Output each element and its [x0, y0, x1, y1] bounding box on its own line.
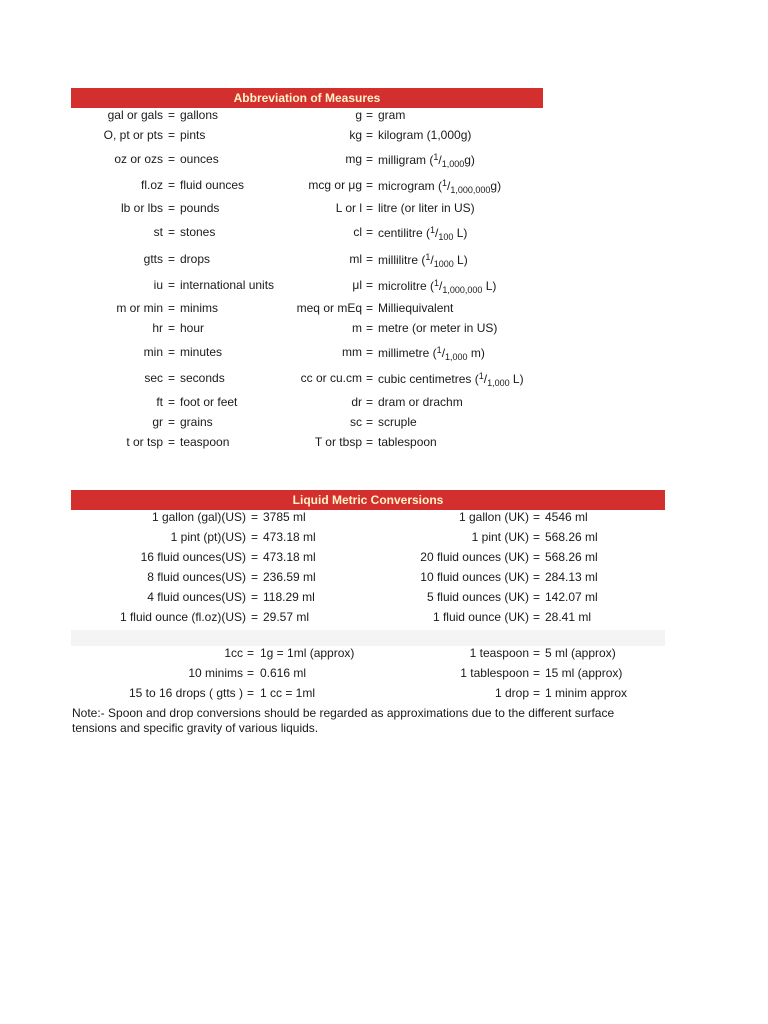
approx-left-equals: = — [247, 686, 255, 700]
approx-right-value: 15 ml (approx) — [545, 666, 623, 680]
approx-right-value: 5 ml (approx) — [545, 646, 616, 660]
abbr-left-equals: = — [168, 321, 176, 335]
abbr-left-key: t or tsp — [126, 435, 163, 449]
abbr-right-value: cubic centimetres ($^1/_{1,000}$ L) — [378, 371, 524, 388]
us-measure: 1 gallon (gal)(US) — [151, 510, 246, 524]
approx-right-key: 1 teaspoon — [469, 646, 529, 660]
abbr-left-value: ounces — [180, 152, 219, 166]
abbr-left-equals: = — [168, 128, 176, 142]
abbr-right-equals: = — [366, 128, 374, 142]
abbr-left-key: sec — [144, 371, 163, 385]
abbr-right-value: kilogram (1,000g) — [378, 128, 472, 142]
fraction-denominator: 1,000 — [487, 378, 510, 388]
approx-left-equals: = — [247, 646, 255, 660]
abbr-left-key: fl.oz — [140, 178, 163, 192]
us-equals: = — [251, 510, 259, 524]
us-equals: = — [251, 550, 259, 564]
abbr-left-equals: = — [168, 108, 176, 122]
us-equals: = — [251, 590, 259, 604]
fraction-denominator: 1,000 — [445, 352, 468, 362]
uk-value: 284.13 ml — [545, 570, 598, 584]
us-measure: 1 pint (pt)(US) — [170, 530, 246, 544]
abbr-left-value: hour — [180, 321, 205, 335]
abbr-left-value: foot or feet — [180, 395, 238, 409]
abbr-left-key: gtts — [143, 252, 163, 266]
abbr-left-equals: = — [168, 201, 176, 215]
abbr-left-equals: = — [168, 435, 176, 449]
approx-left-value: 1g = 1ml (approx) — [260, 646, 355, 660]
fraction-numerator: 1 — [425, 252, 431, 262]
abbr-left-key: min — [143, 345, 163, 359]
uk-measure: 1 fluid ounce (UK) — [432, 610, 529, 624]
abbr-left-value: grains — [180, 415, 213, 429]
fraction-denominator: 1,000,000 — [442, 285, 483, 295]
fraction-denominator: 1000 — [433, 259, 454, 269]
abbr-right-value: centilitre ($^1/_{100}$ L) — [378, 225, 468, 242]
abbr-left-key: m or min — [116, 301, 163, 315]
abbr-right-equals: = — [366, 321, 374, 335]
abbr-left-equals: = — [168, 415, 176, 429]
approx-right-key: 1 drop — [494, 686, 529, 700]
uk-measure: 20 fluid ounces (UK) — [420, 550, 529, 564]
abbr-left-value: minims — [180, 301, 218, 315]
fraction-numerator: 1 — [433, 152, 439, 162]
abbr-left-equals: = — [168, 395, 176, 409]
approx-right-equals: = — [533, 646, 541, 660]
fraction-numerator: 1 — [436, 345, 442, 355]
abbr-right-key: mm — [342, 345, 362, 359]
us-equals: = — [251, 530, 259, 544]
approx-right-equals: = — [533, 666, 541, 680]
abbr-left-equals: = — [168, 345, 176, 359]
abbr-left-value: pounds — [180, 201, 220, 215]
abbr-left-equals: = — [168, 371, 176, 385]
approx-left-key: 15 to 16 drops ( gtts ) — [128, 686, 243, 700]
abbr-right-key: cc or cu.cm — [300, 371, 362, 385]
abbr-left-equals: = — [168, 278, 176, 292]
abbr-right-key: T or tbsp — [314, 435, 362, 449]
abbr-right-value: metre (or meter in US) — [378, 321, 498, 335]
fraction-numerator: 1 — [442, 178, 448, 188]
abbr-right-key: kg — [349, 128, 362, 142]
separator-band — [71, 630, 665, 646]
abbr-right-equals: = — [366, 345, 374, 359]
us-value: 3785 ml — [263, 510, 306, 524]
abbr-right-key: sc — [350, 415, 362, 429]
fraction-denominator: 100 — [438, 232, 454, 242]
abbr-right-key: m — [352, 321, 362, 335]
abbr-left-value: pints — [180, 128, 206, 142]
abbr-left-equals: = — [168, 178, 176, 192]
abbr-right-equals: = — [366, 301, 374, 315]
abbr-left-key: lb or lbs — [120, 201, 163, 215]
abbr-right-equals: = — [366, 152, 374, 166]
abbr-right-equals: = — [366, 108, 374, 122]
uk-measure: 1 pint (UK) — [471, 530, 529, 544]
abbr-right-equals: = — [366, 435, 374, 449]
uk-value: 568.26 ml — [545, 550, 598, 564]
us-value: 118.29 ml — [263, 590, 315, 604]
uk-measure: 10 fluid ounces (UK) — [420, 570, 529, 584]
us-measure: 1 fluid ounce (fl.oz)(US) — [119, 610, 246, 624]
uk-equals: = — [533, 570, 541, 584]
abbr-right-value: millilitre ($^1/_{1000}$ L) — [378, 252, 468, 269]
abbr-right-value: microlitre ($^1/_{1,000,000}$ L) — [378, 278, 497, 295]
abbr-left-key: gal or gals — [107, 108, 163, 122]
approx-right-key: 1 tablespoon — [460, 666, 529, 680]
abbr-right-key: meq or mEq — [296, 301, 362, 315]
uk-equals: = — [533, 550, 541, 564]
uk-value: 4546 ml — [545, 510, 588, 524]
abbr-right-key: mcg or μg — [308, 178, 362, 192]
fraction-numerator: 1 — [430, 225, 436, 235]
abbr-right-value: millimetre ($^1/_{1,000}$ m) — [378, 345, 485, 362]
approx-left-key: 10 minims — [188, 666, 243, 680]
abbr-right-value: microgram $(^1/_{1,000,000}g)$ — [378, 178, 502, 195]
abbr-left-key: oz or ozs — [114, 152, 163, 166]
abbr-right-equals: = — [366, 252, 374, 266]
uk-value: 28.41 ml — [545, 610, 592, 624]
abbr-right-key: cl — [353, 225, 362, 239]
abbr-right-equals: = — [366, 415, 374, 429]
abbr-left-equals: = — [168, 152, 176, 166]
abbr-left-value: teaspoon — [180, 435, 230, 449]
abbr-right-equals: = — [366, 178, 374, 192]
abbr-right-key: mg — [345, 152, 362, 166]
abbr-right-value: gram — [378, 108, 406, 122]
uk-equals: = — [533, 590, 541, 604]
abbr-left-key: ft — [156, 395, 163, 409]
abbr-right-key: ml — [349, 252, 362, 266]
abbr-left-key: st — [153, 225, 163, 239]
us-value: 236.59 ml — [263, 570, 316, 584]
abbr-left-value: minutes — [180, 345, 223, 359]
abbr-right-key: g — [355, 108, 362, 122]
abbr-right-value: dram or drachm — [378, 395, 463, 409]
uk-equals: = — [533, 610, 541, 624]
us-measure: 16 fluid ounces(US) — [140, 550, 246, 564]
abbr-right-key: L or l — [335, 201, 362, 215]
abbr-right-value: milligram $(^1/_{1,000}g)$ — [378, 152, 475, 169]
abbr-right-equals: = — [366, 225, 374, 239]
fraction-denominator: 1,000 — [441, 159, 465, 169]
abbr-right-key: μl — [352, 278, 362, 292]
uk-value: 568.26 ml — [545, 530, 598, 544]
abbr-left-value: international units — [180, 278, 275, 292]
uk-measure: 5 fluid ounces (UK) — [426, 590, 529, 604]
abbr-left-key: iu — [153, 278, 163, 292]
abbr-right-equals: = — [366, 395, 374, 409]
us-measure: 8 fluid ounces(US) — [147, 570, 246, 584]
abbr-left-value: fluid ounces — [180, 178, 245, 192]
abbr-left-key: gr — [152, 415, 163, 429]
us-equals: = — [251, 570, 259, 584]
abbr-left-key: hr — [152, 321, 163, 335]
us-measure: 4 fluid ounces(US) — [147, 590, 246, 604]
abbr-left-value: stones — [180, 225, 216, 239]
us-value: 473.18 ml — [263, 530, 316, 544]
abbr-left-equals: = — [168, 301, 176, 315]
abbr-right-value: scruple — [378, 415, 417, 429]
note-text: Note:- Spoon and drop conversions should be regarded as approximations due to the different surface tensions and specific gravity of various liquids. — [72, 706, 615, 735]
approx-left-value: 0.616 ml — [260, 666, 307, 680]
abbr-right-equals: = — [366, 201, 374, 215]
abbr-right-equals: = — [366, 371, 374, 385]
uk-value: 142.07 ml — [545, 590, 598, 604]
uk-measure: 1 gallon (UK) — [458, 510, 529, 524]
liquid-conversions-header: Liquid Metric Conversions — [71, 490, 665, 510]
fraction-numerator: 1 — [434, 278, 440, 288]
approx-right-value: 1 minim approx — [545, 686, 628, 700]
abbr-left-value: gallons — [180, 108, 219, 122]
abbr-right-equals: = — [366, 278, 374, 292]
approx-left-equals: = — [247, 666, 255, 680]
us-value: 473.18 ml — [263, 550, 316, 564]
us-value: 29.57 ml — [263, 610, 310, 624]
abbr-right-key: dr — [351, 395, 362, 409]
abbr-left-value: drops — [180, 252, 211, 266]
abbr-left-key: O, pt or pts — [103, 128, 163, 142]
abbreviation-header: Abbreviation of Measures — [71, 88, 543, 108]
approx-right-equals: = — [533, 686, 541, 700]
abbr-left-equals: = — [168, 252, 176, 266]
uk-equals: = — [533, 510, 541, 524]
us-equals: = — [251, 610, 259, 624]
abbr-right-value: tablespoon — [378, 435, 437, 449]
approx-left-value: 1 cc = 1ml — [260, 686, 316, 700]
fraction-numerator: 1 — [478, 371, 484, 381]
approx-left-key: 1cc — [224, 646, 243, 660]
abbr-right-value: Milliequivalent — [378, 301, 454, 315]
abbr-left-equals: = — [168, 225, 176, 239]
fraction-denominator: 1,000,000 — [450, 185, 491, 195]
abbr-left-value: seconds — [180, 371, 225, 385]
abbr-right-value: litre (or liter in US) — [378, 201, 475, 215]
uk-equals: = — [533, 530, 541, 544]
